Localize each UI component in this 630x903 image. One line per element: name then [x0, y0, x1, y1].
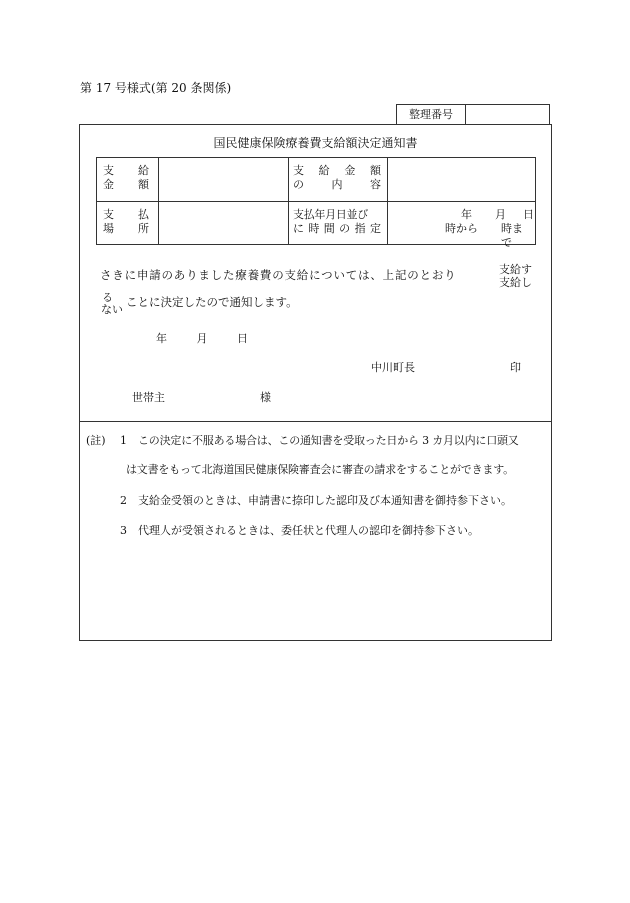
payment-place-label-line2: [103, 222, 149, 236]
payment-info-table: [96, 157, 536, 249]
reference-box-divider: [465, 105, 466, 124]
form-number-label: 第 17 号様式(第 20 条関係): [80, 81, 232, 95]
note-2-line1: 支給金受領のときは、申請書に捺印した認印及び本通知書を御持参下さい。: [138, 494, 512, 507]
payment-date-label: [293, 208, 381, 236]
char: 給: [318, 164, 330, 177]
char: 支: [103, 164, 114, 177]
time-from-unit: 時から: [445, 222, 478, 235]
reference-number-box: [396, 104, 550, 124]
month-unit: 月: [495, 208, 506, 221]
payment-amount-label-line2: [103, 178, 149, 192]
choice-pay: 支給す: [499, 263, 532, 276]
payment-date-line: [393, 208, 533, 222]
choice-suffix-ru: る: [102, 291, 113, 304]
char: 金: [103, 178, 114, 191]
payment-date-label-line1: 支払年月日並び: [293, 208, 368, 221]
payment-date-field[interactable]: [393, 208, 534, 249]
choice-suffix-nai: ない: [101, 303, 123, 316]
addressee-honorific: 様: [260, 391, 271, 404]
notes-prefix: (註): [86, 434, 106, 447]
char: に: [293, 222, 304, 235]
issue-date: [156, 332, 248, 345]
char: 容: [370, 178, 381, 191]
char: 場: [103, 222, 114, 235]
time-to-unit: 時まで: [501, 222, 523, 249]
day-unit: 日: [523, 208, 534, 221]
breakdown-label: [293, 164, 381, 192]
char: 所: [138, 222, 149, 235]
note-3-line1: 代理人が受領されるときは、委任状と代理人の認印を御持参下さい。: [138, 524, 479, 537]
addressee-label: 世帯主: [132, 391, 165, 404]
decision-sentence-part2: ことに決定したので通知します。: [126, 295, 298, 309]
decision-sentence-part1: さきに申請のありました療養費の支給については、上記のとおり: [100, 268, 457, 282]
payment-place-label-line1: [103, 208, 149, 222]
note-1-line1: この決定に不服ある場合は、この通知書を受取った日から 3 カ月以内に口頭又: [138, 434, 519, 447]
notice-frame: [79, 124, 552, 641]
year-unit: 年: [156, 332, 167, 345]
notes-divider: [80, 421, 551, 422]
char: 払: [138, 208, 149, 221]
reference-number-label: 整理番号: [409, 108, 453, 121]
breakdown-label-line1: [293, 164, 381, 178]
char: 金: [344, 164, 356, 177]
breakdown-label-line2: [293, 178, 381, 192]
payment-date-label-line2: [293, 222, 381, 236]
payment-place-label: [103, 208, 149, 236]
table-hline: [97, 201, 535, 202]
char: 給: [138, 164, 149, 177]
char: の: [339, 222, 351, 235]
issuer-name: 中川町長: [371, 361, 415, 374]
char: 支: [103, 208, 114, 221]
note-1-line2: は文書をもって北海道国民健康保険審査会に審査の請求をすることができます。: [126, 463, 514, 476]
char: 時: [308, 222, 320, 235]
payment-amount-label-line1: [103, 164, 149, 178]
day-unit: 日: [237, 332, 248, 345]
choice-not-pay: 支給し: [499, 276, 532, 289]
year-unit: 年: [461, 208, 472, 221]
month-unit: 月: [196, 332, 208, 345]
char: 支: [293, 164, 304, 177]
char: の: [293, 178, 304, 191]
note-3-number: 3: [120, 524, 127, 537]
char: 内: [331, 178, 343, 191]
char: 額: [369, 164, 381, 177]
seal-mark: 印: [510, 361, 521, 374]
char: 間: [323, 222, 335, 235]
note-2-number: 2: [120, 494, 127, 507]
payment-time-line: [393, 222, 533, 249]
char: 指: [354, 222, 366, 235]
payment-amount-label: [103, 164, 149, 192]
document-title: 国民健康保険療養費支給額決定通知書: [213, 136, 418, 150]
char: 定: [369, 222, 381, 235]
note-1-number: 1: [120, 434, 127, 447]
char: 額: [138, 178, 149, 191]
